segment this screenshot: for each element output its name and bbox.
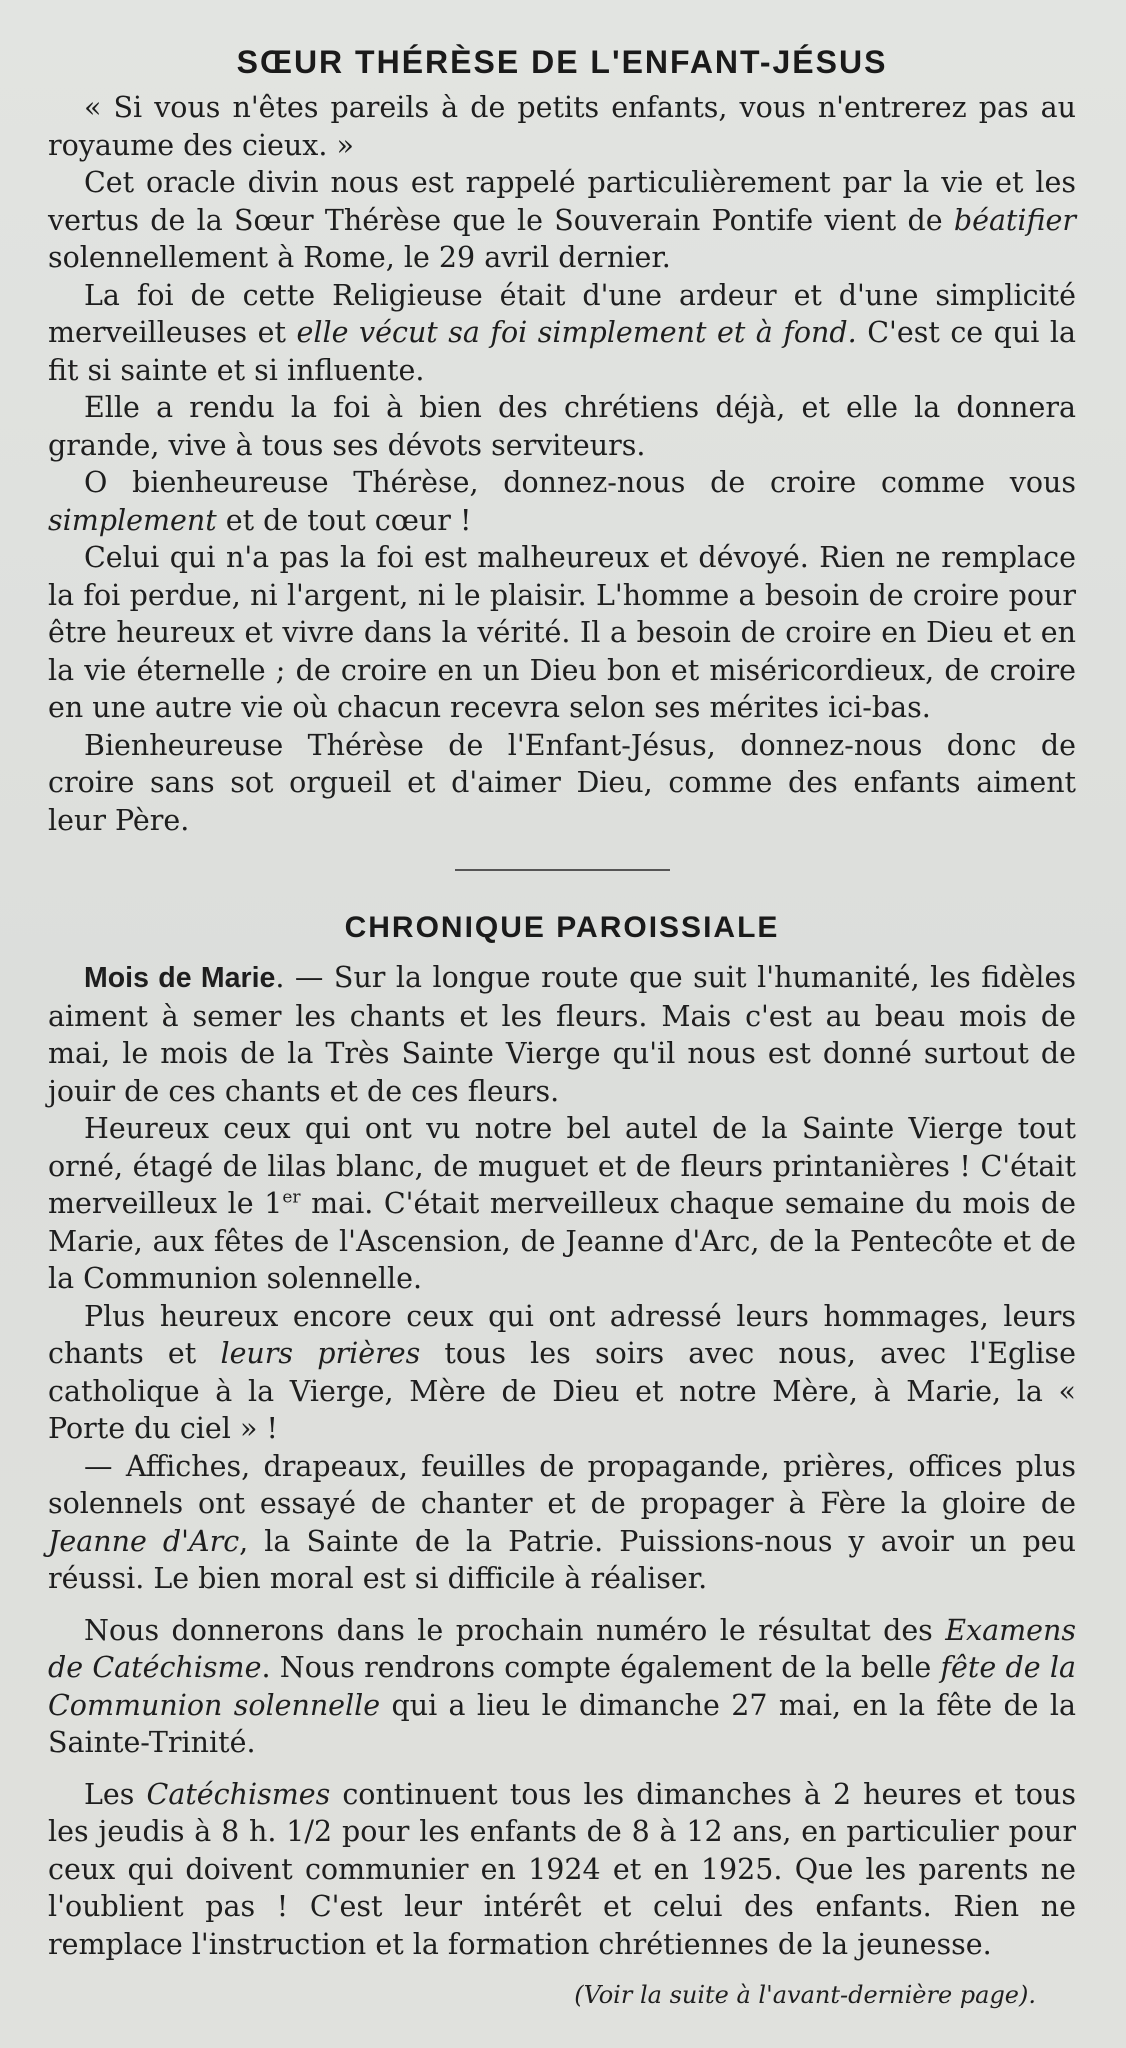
section-divider	[455, 869, 670, 871]
body-paragraph: — Affiches, drapeaux, feuilles de propagande, prières, offices plus solennels ont essayé de chanter et de propager à Fère la gloire de Jeanne d'Arc, la Sainte de la Patrie. Puissions-nous y avoir un peu réussi. Le bien moral est si difficile à réaliser.	[48, 1449, 1076, 1595]
body-paragraph: O bienheureuse Thérèse, donnez-nous de croire comme vous simplement et de tout cœur !	[48, 466, 1076, 537]
body-paragraph: Celui qui n'a pas la foi est malheureux et dévoyé. Rien ne remplace la foi perdue, ni l'argent, ni le plaisir. L'homme a besoin de croire pour être heureux et vivre dans la vérité. Il a besoin de croire en Dieu et en la vie éternelle ; de croire en un Dieu bon et miséricordieux, de croire en une autre vie où chacun recevra selon ses mérites ici-bas.	[48, 541, 1076, 724]
body-paragraph: La foi de cette Religieuse était d'une ardeur et d'une simplicité merveilleuses et elle vécut sa foi simplement et à fond. C'est ce qui la fit si sainte et si influente.	[48, 278, 1077, 387]
body-paragraph: Cet oracle divin nous est rappelé particulièrement par la vie et les vertus de la Sœur Thérèse que le Souverain Pontife vient de béatifier solennellement à Rome, le 29 avril dernier.	[48, 166, 1076, 274]
body-paragraph: Les Catéchismes continuent tous les dimanches à 2 heures et tous les jeudis à 8 h. 1/2 pour les enfants de 8 à 12 ans, en particulier pour ceux qui doivent communier en 1924 et en 1925. Que les parents ne l'oublient pas ! C'est leur intérêt et celui des enfants. Rien ne remplace l'instruction et la formation chrétiennes de la jeunesse.	[48, 1777, 1076, 1961]
body-paragraph: Elle a rendu la foi à bien des chrétiens déjà, et elle la donnera grande, vive à tous ses dévots serviteurs.	[48, 391, 1076, 462]
body-paragraph: Bienheureuse Thérèse de l'Enfant-Jésus, donnez-nous donc de croire sans sot orgueil et d'aimer Dieu, comme des enfants aiment leur Père.	[48, 728, 1076, 837]
body-paragraph: Heureux ceux qui ont vu notre bel autel de la Sainte Vierge tout orné, étagé de lilas blanc, de muguet et de fleurs printanières ! C'était merveilleux le 1er mai. C'était merveilleux chaque semaine du mois de Marie, aux fêtes de l'Ascension, de Jeanne d'Arc, de la Pentecôte et de la Communion solennelle.	[48, 1112, 1077, 1295]
body-paragraph: Mois de Marie. — Sur la longue route que suit l'humanité, les fidèles aiment à semer les chants et les fleurs. Mais c'est au beau mois de mai, le mois de la Très Sainte Vierge qu'il nous est donné surtout de jouir de ces chants et de ces fleurs.	[48, 961, 1076, 1108]
article-title-chronique: CHRONIQUE PAROISSIALE	[344, 911, 780, 944]
quote-paragraph: « Si vous n'êtes pareils à de petits enfants, vous n'entrerez pas au royaume des cieux. »	[48, 91, 1076, 162]
article-title-soeur-therese: SŒUR THÉRÈSE DE L'ENFANT-JÉSUS	[236, 44, 888, 80]
body-paragraph: Nous donnerons dans le prochain numéro le résultat des Examens de Catéchisme. Nous rendrons compte également de la belle fête de la Communion solennelle qui a lieu le dimanche 27 mai, en la fête de la Sainte-Trinité.	[48, 1613, 1076, 1759]
continuation-note: (Voir la suite à l'avant-dernière page).	[574, 1981, 1036, 2009]
body-paragraph: Plus heureux encore ceux qui ont adressé leurs hommages, leurs chants et leurs prières tous les soirs avec nous, avec l'Eglise catholique à la Vierge, Mère de Dieu et notre Mère, à Marie, la « Porte du ciel » !	[48, 1299, 1076, 1445]
lead-heading: Mois de Marie	[84, 962, 276, 994]
